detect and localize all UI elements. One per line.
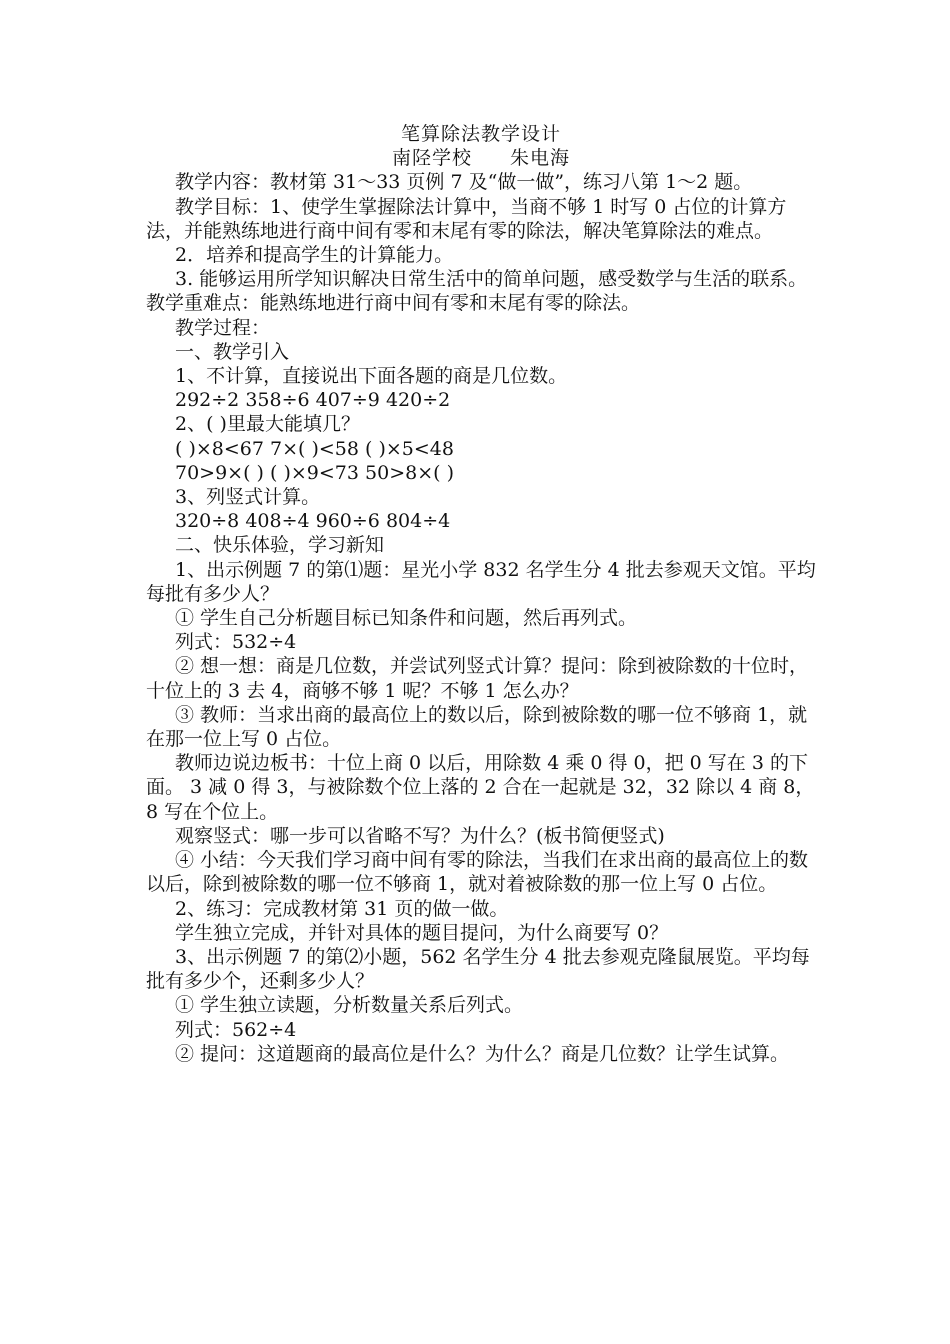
paragraph-content: 教学内容：教材第 31～33 页例 7 及“做一做”，练习八第 1～2 题。: [175, 171, 753, 194]
example-7-part-2: 3、出示例题 7 的第⑵小题，562 名学生分 4 批去参观克隆鼠展览。平均每批有多少个，还剩多少人？: [146, 945, 810, 993]
equation-1: 列式：532÷4: [175, 631, 297, 654]
section-heading-intro: 一、教学引入: [175, 340, 290, 363]
step-1-read-problem: ① 学生独立读题，分析数量关系后列式。: [175, 994, 524, 1017]
student-independent-work: 学生独立完成，并针对具体的题目提问，为什么商要写 0？: [175, 921, 669, 944]
exercise-1-prompt: 1、不计算，直接说出下面各题的商是几位数。: [175, 365, 568, 388]
exercise-3-prompt: 3、列竖式计算。: [175, 486, 321, 509]
author-name: 朱电海: [510, 147, 571, 170]
observe-vertical-form: 观察竖式：哪一步可以省略不写？为什么？(板书简便竖式): [175, 824, 665, 847]
step-3-teacher: ③ 教师：当求出商的最高位上的数以后，除到被除数的哪一位不够商 1，就在那一位上写 0 占位。: [146, 703, 808, 751]
paragraph-objective-2: 2．培养和提高学生的计算能力。: [175, 244, 454, 267]
exercise-2-prompt: 2、( )里最大能填几？: [175, 413, 360, 436]
document-title: 笔算除法教学设计: [400, 123, 561, 145]
section-heading-new-knowledge: 二、快乐体验，学习新知: [175, 534, 385, 557]
step-2-question: ② 提问：这道题商的最高位是什么？为什么？商是几位数？让学生试算。: [175, 1042, 790, 1065]
practice-2: 2、练习：完成教材第 31 页的做一做。: [175, 897, 509, 920]
section-heading-process: 教学过程：: [175, 316, 271, 339]
paragraph-objective-3: 3. 能够运用所学知识解决日常生活中的简单问题，感受数学与生活的联系。 教学重难点：能熟练地进行商中间有零和末尾有零的除法。: [146, 268, 808, 315]
step-2-think: ② 想一想：商是几位数，并尝试列竖式计算？提问：除到被除数的十位时，十位上的 3 去 4，商够不够 1 呢？不够 1 怎么办？: [146, 655, 809, 702]
author-school: 南陉学校: [391, 147, 472, 170]
exercise-3-problems: 320÷8 408÷4 960÷6 804÷4: [175, 510, 451, 533]
document-page: [146, 122, 816, 1066]
equation-2: 列式：562÷4: [175, 1018, 297, 1041]
step-4-summary: ④ 小结：今天我们学习商中间有零的除法，当我们在求出商的最高位上的数以后，除到被除数的哪一位不够商 1，就对着被除数的那一位上写 0 占位。: [146, 849, 809, 896]
exercise-1-problems: 292÷2 358÷6 407÷9 420÷2: [175, 389, 451, 412]
author-line: [146, 146, 816, 170]
exercise-2-problems-row-1: ( )×8<67 7×( )<58 ( )×5<48: [175, 437, 454, 460]
example-7-part-1: 1、出示例题 7 的第⑴题：星光小学 832 名学生分 4 批去参观天文馆。平均每批有多少人？: [146, 558, 816, 605]
teacher-board-notes: 教师边说边板书：十位上商 0 以后，用除数 4 乘 0 得 0，把 0 写在 3 的下面。 3 减 0 得 3，与被除数个位上落的 2 合在一起就是 32，32 除以 4 商 8，8 写在个位上。: [146, 752, 815, 823]
step-1-analysis: ① 学生自己分析题目标已知条件和问题，然后再列式。: [175, 607, 638, 630]
exercise-2-problems-row-2: 70>9×( ) ( )×9<73 50>8×( ): [175, 461, 454, 484]
paragraph-objective-1: 教学目标：1、使学生掌握除法计算中，当商不够 1 时写 0 占位的计算方法，并能熟练地进行商中间有零和末尾有零的除法，解决笔算除法的难点。: [146, 195, 787, 242]
